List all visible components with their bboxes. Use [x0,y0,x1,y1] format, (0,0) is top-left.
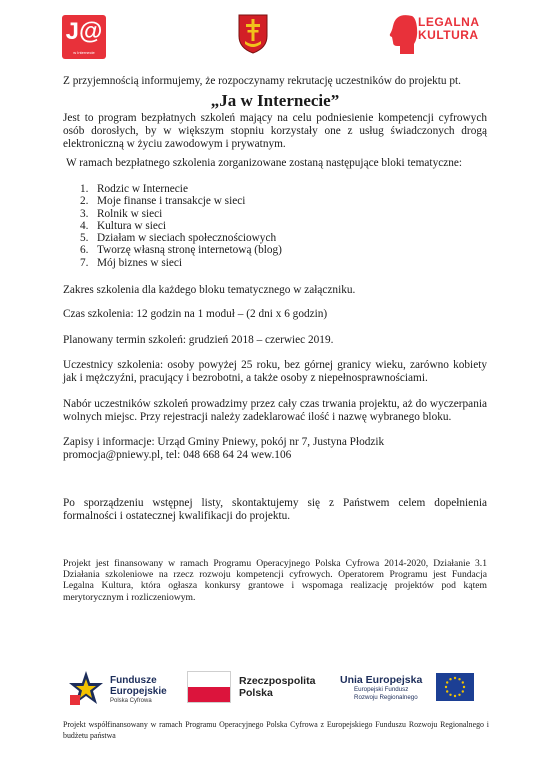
intro-text: Z przyjemnością informujemy, że rozpoczynamy rekrutację uczestników do projektu pt. [63,75,461,87]
after-list-text: Po sporządzeniu wstępnej listy, skontaktujemy się z Państwem celem dopełnienia formalności i ostatecznej kwalifikacji do projektu. [63,497,487,522]
logo-symbol: J@ [65,18,103,45]
ue-line-1: Unia Europejska [340,674,423,686]
ue-line-3: Rozwoju Regionalnego [354,693,418,701]
thematic-blocks-list [80,183,282,269]
list-item [80,208,282,220]
list-number: 2. [80,195,89,208]
fe-line-1: Fundusze [110,675,157,686]
list-number: 3. [80,207,89,220]
list-label: Moje finanse i transakcje w sieci [97,195,246,208]
list-label: Rolnik w sieci [97,207,163,220]
list-label: Kultura w sieci [97,219,167,232]
list-item [80,257,282,269]
list-label: Mój biznes w sieci [97,256,183,269]
list-label: Tworzę własną stronę internetową (blog) [97,244,282,257]
lk-line-2: KULTURA [418,28,479,42]
rp-text [239,675,315,699]
list-item [80,195,282,207]
recruitment-text: Nabór uczestników szkoleń prowadzimy przez cały czas trwania projektu, aż do wyczerpania wolnych miejsc. Przy rejestracji należy zadeklarować ilość i nazwę wybranego bloku. [63,398,487,423]
list-label: Działam w sieciach społecznościowych [97,232,277,245]
fundusze-star-icon [66,669,106,709]
duration-text: Czas szkolenia: 12 godzin na 1 moduł – (2 dni x 6 godzin) [63,308,328,320]
rp-line-1: Rzeczpospolita [239,675,316,687]
contact-text: Zapisy i informacje: Urząd Gminy Pniewy, pokój nr 7, Justyna Płodzik promocja@pniewy.pl, tel: 048 668 64 24 wew.106 [63,436,385,461]
list-label: Rodzic w Internecie [97,183,188,195]
list-item [80,232,282,244]
legalna-kultura-wordmark [418,16,480,42]
schedule-text: Planowany termin szkoleń: grudzień 2018 – czerwiec 2019. [63,334,334,346]
rp-line-2: Polska [239,687,273,699]
ja-w-internecie-logo [62,15,106,59]
participants-text: Uczestnicy szkolenia: osoby powyżej 25 roku, bez górnej granicy wieku, zarówno kobiety jak i mężczyźni, pracujący i bezrobotni, a także osoby z niepełnosprawnościami. [63,359,487,384]
list-number: 7. [80,256,89,269]
ue-text [340,674,422,701]
list-number: 6. [80,244,89,257]
list-item [80,220,282,232]
coat-of-arms-icon [238,14,268,54]
unia-europejska-logo [340,671,474,711]
fe-line-3: Polska Cyfrowa [110,698,152,704]
footer-note: Projekt współfinansowany w ramach Programu Operacyjnego Polska Cyfrowa z Europejskiego Funduszu Rozwoju Regionalnego i budżetu państwa [63,720,489,740]
funding-text: Projekt jest finansowany w ramach Programu Operacyjnego Polska Cyfrowa 2014-2020, Działanie 3.1 Działania szkoleniowe na rzecz rozwoju kompetencji cyfrowych. Operatorem Programu jest Fundacja Legalna Kultura, która ogłasza konkursy grantowe i wspomaga realizację projektów pod kątem merytorycznym i rozliczeniowym. [63,558,487,603]
logo-caption: w Internecie [73,50,95,55]
eu-flag-icon [436,673,474,701]
lk-line-1: LEGALNA [418,15,480,29]
fe-line-2: Europejskie [110,686,167,697]
list-item [80,244,282,256]
rzeczpospolita-polska-logo [187,671,317,711]
list-number: 5. [80,232,89,245]
ue-line-2: Europejski Fundusz [354,686,409,693]
list-number: 1. [80,183,89,195]
head-profile-icon [388,12,418,56]
project-description: Jest to program bezpłatnych szkoleń mający na celu podniesienie kompetencji cyfrowych osób dorosłych, by w większym stopniu korzystały one z usług świadczonych drogą elektroniczną w życiu zawodowym i prywatnym. [63,112,487,150]
scope-text: Zakres szkolenia dla każdego bloku tematycznego w załączniku. [63,284,356,296]
fundusze-europejskie-logo [66,669,176,713]
list-number: 4. [80,219,89,232]
legalna-kultura-logo [388,12,478,68]
project-title: „Ja w Internecie” [210,91,340,110]
polish-flag-icon [187,671,231,703]
fundusze-text [110,675,167,705]
blocks-intro: W ramach bezpłatnego szkolenia zorganizowane zostaną następujące bloki tematyczne: [66,157,463,169]
list-item [80,183,282,195]
